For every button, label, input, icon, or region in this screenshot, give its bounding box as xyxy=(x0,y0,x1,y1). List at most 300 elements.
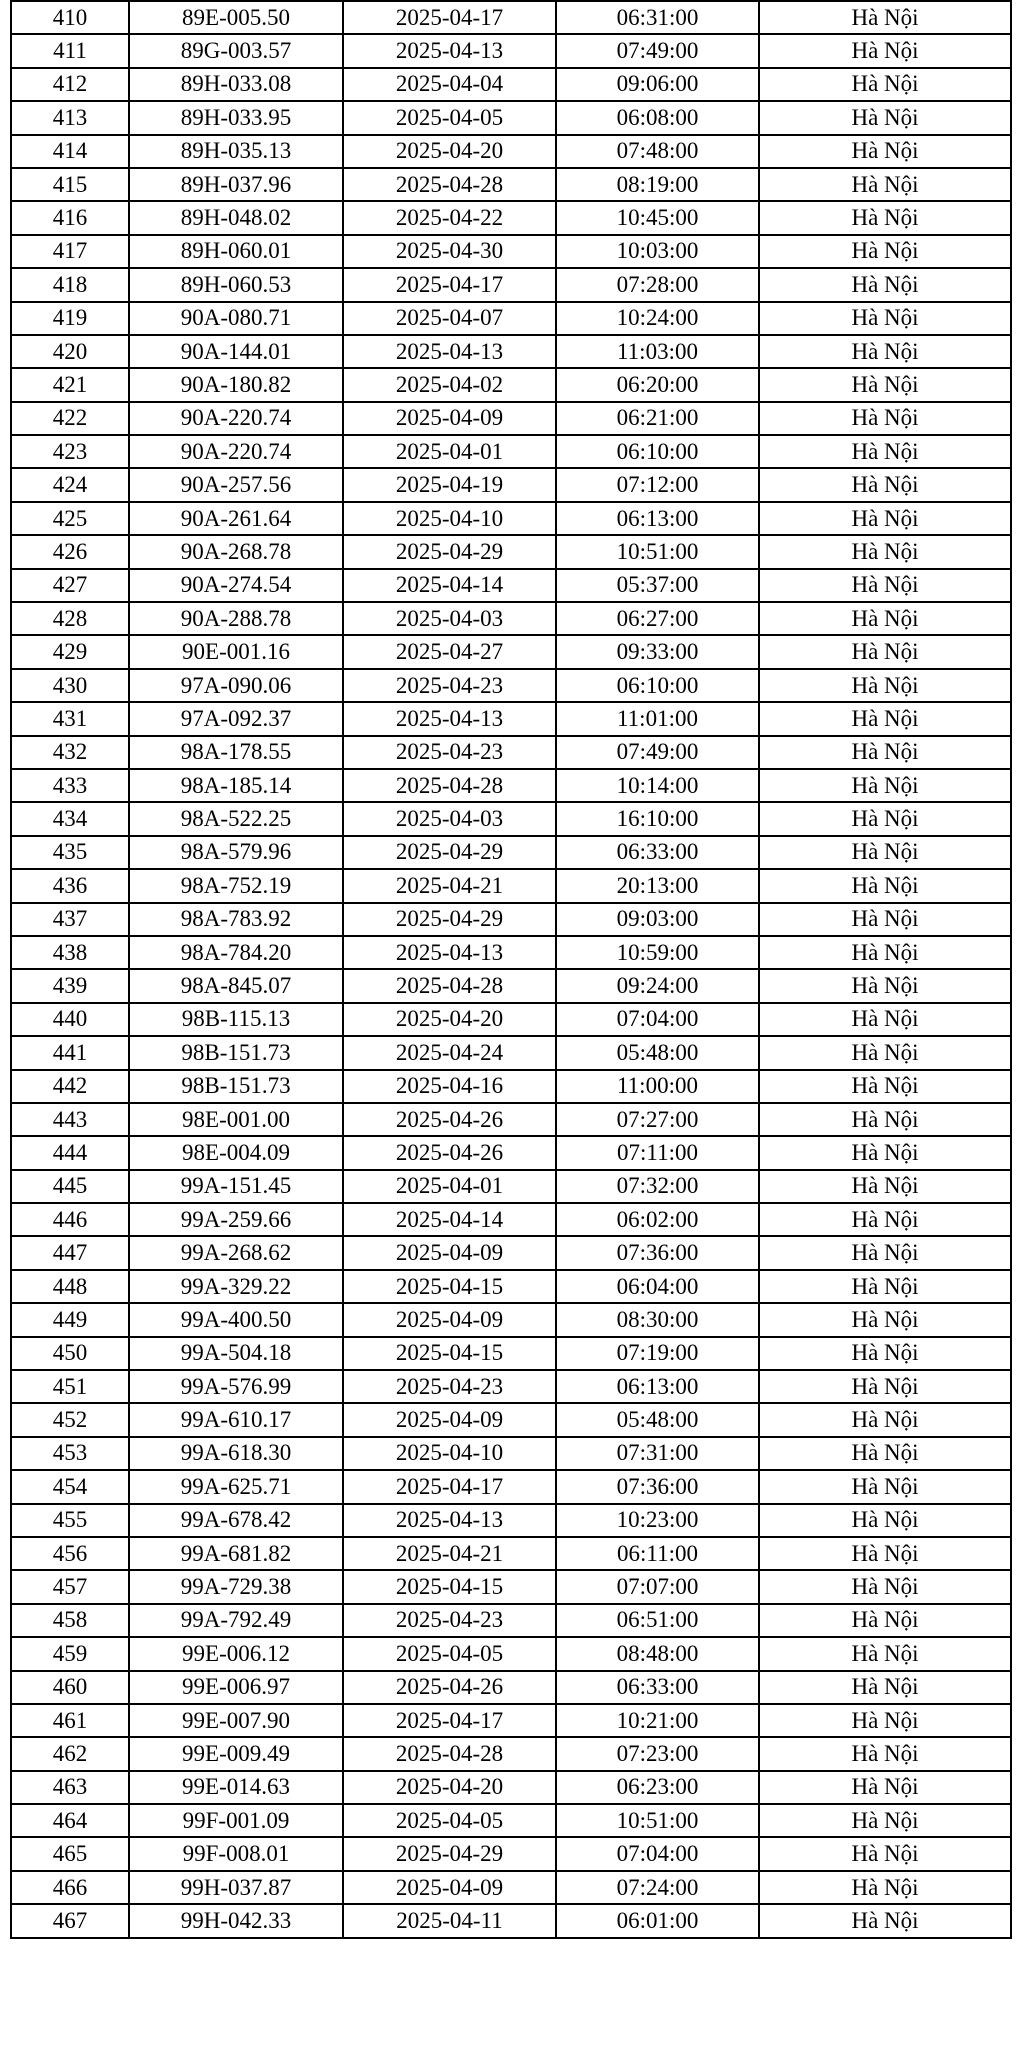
time-cell: 07:04:00 xyxy=(556,1003,759,1036)
row-number-cell: 465 xyxy=(11,1837,129,1870)
table-row xyxy=(11,1370,1011,1403)
time-cell: 07:07:00 xyxy=(556,1570,759,1603)
table-row xyxy=(11,468,1011,501)
table-row xyxy=(11,936,1011,969)
time-cell: 07:36:00 xyxy=(556,1470,759,1503)
table-row xyxy=(11,969,1011,1002)
location-cell: Hà Nội xyxy=(759,736,1011,769)
license-plate-cell: 90A-257.56 xyxy=(129,468,343,501)
location-cell: Hà Nội xyxy=(759,1203,1011,1236)
time-cell: 11:00:00 xyxy=(556,1070,759,1103)
table-row xyxy=(11,769,1011,802)
date-cell: 2025-04-21 xyxy=(343,869,556,902)
date-cell: 2025-04-19 xyxy=(343,468,556,501)
time-cell: 07:28:00 xyxy=(556,268,759,301)
time-cell: 07:11:00 xyxy=(556,1136,759,1169)
date-cell: 2025-04-13 xyxy=(343,335,556,368)
location-cell: Hà Nội xyxy=(759,1771,1011,1804)
row-number-cell: 450 xyxy=(11,1337,129,1370)
date-cell: 2025-04-17 xyxy=(343,1,556,34)
date-cell: 2025-04-01 xyxy=(343,1170,556,1203)
license-plate-cell: 99A-610.17 xyxy=(129,1403,343,1436)
location-cell: Hà Nội xyxy=(759,836,1011,869)
row-number-cell: 457 xyxy=(11,1570,129,1603)
location-cell: Hà Nội xyxy=(759,1270,1011,1303)
table-row xyxy=(11,435,1011,468)
location-cell: Hà Nội xyxy=(759,1570,1011,1603)
table-row xyxy=(11,235,1011,268)
location-cell: Hà Nội xyxy=(759,468,1011,501)
time-cell: 08:30:00 xyxy=(556,1303,759,1336)
date-cell: 2025-04-28 xyxy=(343,168,556,201)
table-row xyxy=(11,1003,1011,1036)
row-number-cell: 426 xyxy=(11,535,129,568)
date-cell: 2025-04-05 xyxy=(343,1637,556,1670)
table-row xyxy=(11,802,1011,835)
license-plate-cell: 99A-400.50 xyxy=(129,1303,343,1336)
time-cell: 20:13:00 xyxy=(556,869,759,902)
row-number-cell: 464 xyxy=(11,1804,129,1837)
date-cell: 2025-04-13 xyxy=(343,34,556,67)
time-cell: 10:51:00 xyxy=(556,1804,759,1837)
row-number-cell: 445 xyxy=(11,1170,129,1203)
license-plate-cell: 99A-792.49 xyxy=(129,1604,343,1637)
table-row xyxy=(11,1036,1011,1069)
location-cell: Hà Nội xyxy=(759,1437,1011,1470)
location-cell: Hà Nội xyxy=(759,435,1011,468)
time-cell: 07:12:00 xyxy=(556,468,759,501)
time-cell: 06:51:00 xyxy=(556,1604,759,1637)
table-row xyxy=(11,1270,1011,1303)
date-cell: 2025-04-09 xyxy=(343,1871,556,1904)
table-row xyxy=(11,502,1011,535)
location-cell: Hà Nội xyxy=(759,903,1011,936)
location-cell: Hà Nội xyxy=(759,1370,1011,1403)
row-number-cell: 460 xyxy=(11,1671,129,1704)
row-number-cell: 436 xyxy=(11,869,129,902)
license-plate-cell: 99E-006.12 xyxy=(129,1637,343,1670)
location-cell: Hà Nội xyxy=(759,569,1011,602)
location-cell: Hà Nội xyxy=(759,1,1011,34)
date-cell: 2025-04-17 xyxy=(343,268,556,301)
license-plate-cell: 90A-220.74 xyxy=(129,402,343,435)
time-cell: 10:03:00 xyxy=(556,235,759,268)
date-cell: 2025-04-10 xyxy=(343,502,556,535)
date-cell: 2025-04-01 xyxy=(343,435,556,468)
time-cell: 10:59:00 xyxy=(556,936,759,969)
license-plate-cell: 98B-151.73 xyxy=(129,1036,343,1069)
row-number-cell: 447 xyxy=(11,1236,129,1269)
license-plate-cell: 99A-576.99 xyxy=(129,1370,343,1403)
row-number-cell: 466 xyxy=(11,1871,129,1904)
date-cell: 2025-04-13 xyxy=(343,702,556,735)
row-number-cell: 463 xyxy=(11,1771,129,1804)
table-row xyxy=(11,569,1011,602)
location-cell: Hà Nội xyxy=(759,402,1011,435)
license-plate-cell: 89G-003.57 xyxy=(129,34,343,67)
location-cell: Hà Nội xyxy=(759,1837,1011,1870)
row-number-cell: 440 xyxy=(11,1003,129,1036)
violation-table xyxy=(10,0,1012,1939)
license-plate-cell: 99A-268.62 xyxy=(129,1236,343,1269)
date-cell: 2025-04-28 xyxy=(343,1737,556,1770)
time-cell: 05:37:00 xyxy=(556,569,759,602)
time-cell: 09:24:00 xyxy=(556,969,759,1002)
date-cell: 2025-04-02 xyxy=(343,368,556,401)
table-row xyxy=(11,903,1011,936)
date-cell: 2025-04-14 xyxy=(343,569,556,602)
row-number-cell: 411 xyxy=(11,34,129,67)
table-row xyxy=(11,168,1011,201)
table-row xyxy=(11,1103,1011,1136)
table-row xyxy=(11,1837,1011,1870)
table-row xyxy=(11,1804,1011,1837)
table-row xyxy=(11,1236,1011,1269)
location-cell: Hà Nội xyxy=(759,1871,1011,1904)
time-cell: 07:32:00 xyxy=(556,1170,759,1203)
row-number-cell: 412 xyxy=(11,68,129,101)
time-cell: 07:49:00 xyxy=(556,736,759,769)
date-cell: 2025-04-23 xyxy=(343,1370,556,1403)
table-row xyxy=(11,1871,1011,1904)
row-number-cell: 416 xyxy=(11,201,129,234)
time-cell: 07:49:00 xyxy=(556,34,759,67)
row-number-cell: 431 xyxy=(11,702,129,735)
license-plate-cell: 97A-092.37 xyxy=(129,702,343,735)
location-cell: Hà Nội xyxy=(759,869,1011,902)
time-cell: 10:51:00 xyxy=(556,535,759,568)
date-cell: 2025-04-22 xyxy=(343,201,556,234)
time-cell: 11:01:00 xyxy=(556,702,759,735)
time-cell: 10:45:00 xyxy=(556,201,759,234)
table-row xyxy=(11,368,1011,401)
license-plate-cell: 99H-037.87 xyxy=(129,1871,343,1904)
time-cell: 09:03:00 xyxy=(556,903,759,936)
date-cell: 2025-04-17 xyxy=(343,1470,556,1503)
location-cell: Hà Nội xyxy=(759,368,1011,401)
table-row xyxy=(11,1737,1011,1770)
license-plate-cell: 89E-005.50 xyxy=(129,1,343,34)
time-cell: 06:23:00 xyxy=(556,1771,759,1804)
table-row xyxy=(11,1604,1011,1637)
row-number-cell: 441 xyxy=(11,1036,129,1069)
date-cell: 2025-04-29 xyxy=(343,836,556,869)
row-number-cell: 458 xyxy=(11,1604,129,1637)
license-plate-cell: 98A-784.20 xyxy=(129,936,343,969)
table-row xyxy=(11,335,1011,368)
row-number-cell: 461 xyxy=(11,1704,129,1737)
row-number-cell: 420 xyxy=(11,335,129,368)
date-cell: 2025-04-05 xyxy=(343,1804,556,1837)
license-plate-cell: 99A-678.42 xyxy=(129,1504,343,1537)
date-cell: 2025-04-07 xyxy=(343,302,556,335)
row-number-cell: 444 xyxy=(11,1136,129,1169)
row-number-cell: 413 xyxy=(11,101,129,134)
location-cell: Hà Nội xyxy=(759,802,1011,835)
location-cell: Hà Nội xyxy=(759,1170,1011,1203)
table-row xyxy=(11,1070,1011,1103)
date-cell: 2025-04-20 xyxy=(343,1771,556,1804)
table-row xyxy=(11,1403,1011,1436)
table-row xyxy=(11,1504,1011,1537)
date-cell: 2025-04-05 xyxy=(343,101,556,134)
date-cell: 2025-04-17 xyxy=(343,1704,556,1737)
row-number-cell: 434 xyxy=(11,802,129,835)
location-cell: Hà Nội xyxy=(759,268,1011,301)
time-cell: 06:13:00 xyxy=(556,1370,759,1403)
row-number-cell: 414 xyxy=(11,135,129,168)
row-number-cell: 429 xyxy=(11,635,129,668)
date-cell: 2025-04-29 xyxy=(343,903,556,936)
row-number-cell: 410 xyxy=(11,1,129,34)
license-plate-cell: 89H-035.13 xyxy=(129,135,343,168)
date-cell: 2025-04-27 xyxy=(343,635,556,668)
date-cell: 2025-04-26 xyxy=(343,1671,556,1704)
row-number-cell: 433 xyxy=(11,769,129,802)
row-number-cell: 448 xyxy=(11,1270,129,1303)
table-row xyxy=(11,1203,1011,1236)
license-plate-cell: 98A-185.14 xyxy=(129,769,343,802)
time-cell: 07:23:00 xyxy=(556,1737,759,1770)
location-cell: Hà Nội xyxy=(759,535,1011,568)
time-cell: 06:08:00 xyxy=(556,101,759,134)
date-cell: 2025-04-09 xyxy=(343,1236,556,1269)
location-cell: Hà Nội xyxy=(759,201,1011,234)
location-cell: Hà Nội xyxy=(759,1504,1011,1537)
license-plate-cell: 90A-268.78 xyxy=(129,535,343,568)
license-plate-cell: 89H-037.96 xyxy=(129,168,343,201)
time-cell: 10:23:00 xyxy=(556,1504,759,1537)
date-cell: 2025-04-29 xyxy=(343,535,556,568)
date-cell: 2025-04-28 xyxy=(343,969,556,1002)
date-cell: 2025-04-23 xyxy=(343,669,556,702)
table-row xyxy=(11,602,1011,635)
row-number-cell: 428 xyxy=(11,602,129,635)
table-row xyxy=(11,101,1011,134)
time-cell: 10:14:00 xyxy=(556,769,759,802)
time-cell: 07:27:00 xyxy=(556,1103,759,1136)
row-number-cell: 419 xyxy=(11,302,129,335)
time-cell: 06:33:00 xyxy=(556,1671,759,1704)
time-cell: 05:48:00 xyxy=(556,1036,759,1069)
location-cell: Hà Nội xyxy=(759,1103,1011,1136)
license-plate-cell: 90A-080.71 xyxy=(129,302,343,335)
license-plate-cell: 89H-060.53 xyxy=(129,268,343,301)
location-cell: Hà Nội xyxy=(759,68,1011,101)
time-cell: 08:19:00 xyxy=(556,168,759,201)
license-plate-cell: 90A-144.01 xyxy=(129,335,343,368)
location-cell: Hà Nội xyxy=(759,168,1011,201)
location-cell: Hà Nội xyxy=(759,1136,1011,1169)
time-cell: 06:01:00 xyxy=(556,1904,759,1937)
date-cell: 2025-04-23 xyxy=(343,736,556,769)
license-plate-cell: 99F-001.09 xyxy=(129,1804,343,1837)
license-plate-cell: 99A-504.18 xyxy=(129,1337,343,1370)
date-cell: 2025-04-29 xyxy=(343,1837,556,1870)
row-number-cell: 424 xyxy=(11,468,129,501)
license-plate-cell: 90E-001.16 xyxy=(129,635,343,668)
row-number-cell: 452 xyxy=(11,1403,129,1436)
location-cell: Hà Nội xyxy=(759,1303,1011,1336)
location-cell: Hà Nội xyxy=(759,1403,1011,1436)
date-cell: 2025-04-24 xyxy=(343,1036,556,1069)
license-plate-cell: 89H-048.02 xyxy=(129,201,343,234)
time-cell: 06:10:00 xyxy=(556,435,759,468)
location-cell: Hà Nội xyxy=(759,1537,1011,1570)
row-number-cell: 451 xyxy=(11,1370,129,1403)
time-cell: 06:13:00 xyxy=(556,502,759,535)
table-row xyxy=(11,736,1011,769)
license-plate-cell: 99H-042.33 xyxy=(129,1904,343,1937)
location-cell: Hà Nội xyxy=(759,1671,1011,1704)
date-cell: 2025-04-23 xyxy=(343,1604,556,1637)
date-cell: 2025-04-13 xyxy=(343,936,556,969)
time-cell: 06:10:00 xyxy=(556,669,759,702)
time-cell: 06:04:00 xyxy=(556,1270,759,1303)
row-number-cell: 462 xyxy=(11,1737,129,1770)
table-row xyxy=(11,268,1011,301)
time-cell: 07:31:00 xyxy=(556,1437,759,1470)
license-plate-cell: 99A-729.38 xyxy=(129,1570,343,1603)
date-cell: 2025-04-28 xyxy=(343,769,556,802)
license-plate-cell: 99A-259.66 xyxy=(129,1203,343,1236)
time-cell: 16:10:00 xyxy=(556,802,759,835)
violation-table-body xyxy=(11,1,1011,1938)
location-cell: Hà Nội xyxy=(759,669,1011,702)
location-cell: Hà Nội xyxy=(759,1904,1011,1937)
table-row xyxy=(11,1470,1011,1503)
date-cell: 2025-04-09 xyxy=(343,1303,556,1336)
row-number-cell: 453 xyxy=(11,1437,129,1470)
date-cell: 2025-04-03 xyxy=(343,602,556,635)
row-number-cell: 430 xyxy=(11,669,129,702)
license-plate-cell: 89H-033.08 xyxy=(129,68,343,101)
table-row xyxy=(11,869,1011,902)
license-plate-cell: 98B-115.13 xyxy=(129,1003,343,1036)
license-plate-cell: 98A-752.19 xyxy=(129,869,343,902)
table-row xyxy=(11,1904,1011,1937)
license-plate-cell: 90A-261.64 xyxy=(129,502,343,535)
table-row xyxy=(11,135,1011,168)
license-plate-cell: 98A-522.25 xyxy=(129,802,343,835)
table-row xyxy=(11,201,1011,234)
location-cell: Hà Nội xyxy=(759,769,1011,802)
location-cell: Hà Nội xyxy=(759,1036,1011,1069)
date-cell: 2025-04-09 xyxy=(343,1403,556,1436)
license-plate-cell: 98A-178.55 xyxy=(129,736,343,769)
date-cell: 2025-04-14 xyxy=(343,1203,556,1236)
date-cell: 2025-04-09 xyxy=(343,402,556,435)
license-plate-cell: 90A-288.78 xyxy=(129,602,343,635)
date-cell: 2025-04-03 xyxy=(343,802,556,835)
table-row xyxy=(11,669,1011,702)
location-cell: Hà Nội xyxy=(759,635,1011,668)
table-row xyxy=(11,1537,1011,1570)
row-number-cell: 415 xyxy=(11,168,129,201)
row-number-cell: 421 xyxy=(11,368,129,401)
time-cell: 06:20:00 xyxy=(556,368,759,401)
license-plate-cell: 99E-006.97 xyxy=(129,1671,343,1704)
table-row xyxy=(11,1337,1011,1370)
table-row xyxy=(11,836,1011,869)
date-cell: 2025-04-13 xyxy=(343,1504,556,1537)
license-plate-cell: 90A-274.54 xyxy=(129,569,343,602)
location-cell: Hà Nội xyxy=(759,1737,1011,1770)
time-cell: 07:48:00 xyxy=(556,135,759,168)
license-plate-cell: 90A-180.82 xyxy=(129,368,343,401)
location-cell: Hà Nội xyxy=(759,702,1011,735)
row-number-cell: 459 xyxy=(11,1637,129,1670)
time-cell: 10:24:00 xyxy=(556,302,759,335)
license-plate-cell: 99E-007.90 xyxy=(129,1704,343,1737)
location-cell: Hà Nội xyxy=(759,1704,1011,1737)
location-cell: Hà Nội xyxy=(759,1070,1011,1103)
date-cell: 2025-04-26 xyxy=(343,1136,556,1169)
location-cell: Hà Nội xyxy=(759,1604,1011,1637)
location-cell: Hà Nội xyxy=(759,1003,1011,1036)
license-plate-cell: 89H-033.95 xyxy=(129,101,343,134)
row-number-cell: 417 xyxy=(11,235,129,268)
date-cell: 2025-04-20 xyxy=(343,135,556,168)
table-row xyxy=(11,402,1011,435)
date-cell: 2025-04-21 xyxy=(343,1537,556,1570)
time-cell: 06:31:00 xyxy=(556,1,759,34)
table-row xyxy=(11,1136,1011,1169)
time-cell: 06:21:00 xyxy=(556,402,759,435)
license-plate-cell: 99E-009.49 xyxy=(129,1737,343,1770)
date-cell: 2025-04-16 xyxy=(343,1070,556,1103)
row-number-cell: 442 xyxy=(11,1070,129,1103)
time-cell: 06:02:00 xyxy=(556,1203,759,1236)
row-number-cell: 449 xyxy=(11,1303,129,1336)
table-row xyxy=(11,535,1011,568)
license-plate-cell: 98E-001.00 xyxy=(129,1103,343,1136)
location-cell: Hà Nội xyxy=(759,1637,1011,1670)
license-plate-cell: 98E-004.09 xyxy=(129,1136,343,1169)
location-cell: Hà Nội xyxy=(759,1804,1011,1837)
table-row xyxy=(11,1170,1011,1203)
date-cell: 2025-04-10 xyxy=(343,1437,556,1470)
document-page xyxy=(10,0,1010,1939)
license-plate-cell: 99E-014.63 xyxy=(129,1771,343,1804)
row-number-cell: 427 xyxy=(11,569,129,602)
date-cell: 2025-04-04 xyxy=(343,68,556,101)
time-cell: 10:21:00 xyxy=(556,1704,759,1737)
location-cell: Hà Nội xyxy=(759,101,1011,134)
location-cell: Hà Nội xyxy=(759,1337,1011,1370)
table-row xyxy=(11,1,1011,34)
row-number-cell: 456 xyxy=(11,1537,129,1570)
time-cell: 07:24:00 xyxy=(556,1871,759,1904)
table-row xyxy=(11,635,1011,668)
location-cell: Hà Nội xyxy=(759,969,1011,1002)
location-cell: Hà Nội xyxy=(759,1470,1011,1503)
row-number-cell: 432 xyxy=(11,736,129,769)
location-cell: Hà Nội xyxy=(759,1236,1011,1269)
row-number-cell: 423 xyxy=(11,435,129,468)
license-plate-cell: 98B-151.73 xyxy=(129,1070,343,1103)
row-number-cell: 425 xyxy=(11,502,129,535)
table-row xyxy=(11,1637,1011,1670)
date-cell: 2025-04-30 xyxy=(343,235,556,268)
license-plate-cell: 99A-329.22 xyxy=(129,1270,343,1303)
license-plate-cell: 90A-220.74 xyxy=(129,435,343,468)
time-cell: 05:48:00 xyxy=(556,1403,759,1436)
row-number-cell: 455 xyxy=(11,1504,129,1537)
table-row xyxy=(11,302,1011,335)
time-cell: 11:03:00 xyxy=(556,335,759,368)
license-plate-cell: 98A-579.96 xyxy=(129,836,343,869)
